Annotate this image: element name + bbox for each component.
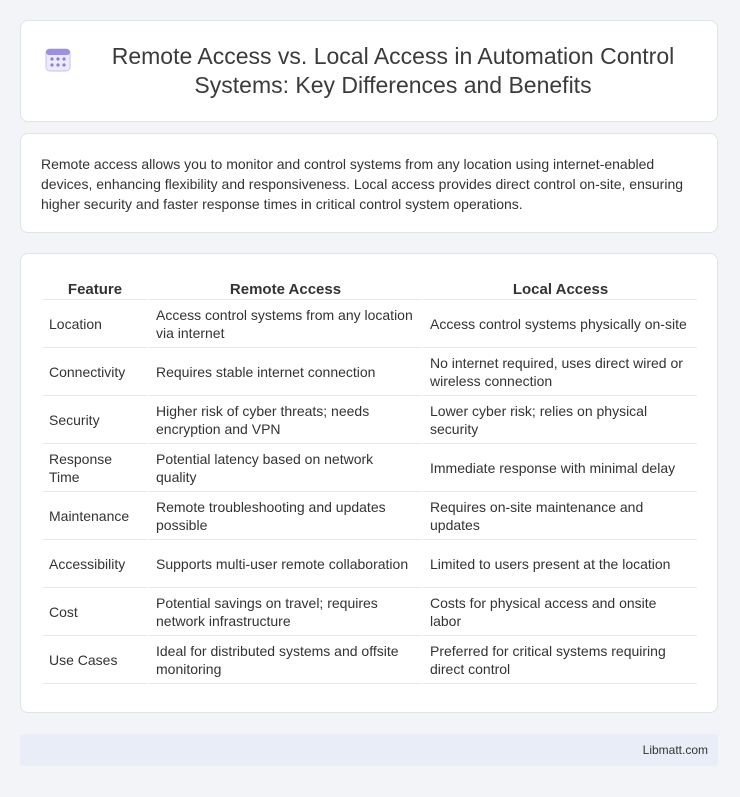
intro-card	[20, 133, 718, 233]
remote-cell: Requires stable internet connection	[147, 348, 421, 396]
table-row	[43, 492, 697, 540]
feature-cell: Connectivity	[43, 348, 147, 396]
remote-cell: Access control systems from any location via internet	[147, 300, 421, 348]
comparison-card	[20, 253, 718, 713]
local-cell: Access control systems physically on-site	[421, 300, 697, 348]
footer-site-link[interactable]: Libmatt.com	[642, 743, 708, 757]
header-local-access: Local Access	[421, 274, 697, 300]
table-row	[43, 396, 697, 444]
feature-cell: Maintenance	[43, 492, 147, 540]
table-row	[43, 348, 697, 396]
feature-cell: Response Time	[43, 444, 147, 492]
remote-cell: Ideal for distributed systems and offsite monitoring	[147, 636, 421, 684]
local-cell: Lower cyber risk; relies on physical security	[421, 396, 697, 444]
remote-cell: Remote troubleshooting and updates possible	[147, 492, 421, 540]
local-cell: Immediate response with minimal delay	[421, 444, 697, 492]
feature-cell: Use Cases	[43, 636, 147, 684]
header-remote-access: Remote Access	[147, 274, 421, 300]
page-title: Remote Access vs. Local Access in Automation Control Systems: Key Differences and Benefits	[111, 43, 675, 98]
intro-paragraph: Remote access allows you to monitor and control systems from any location using internet-enabled devices, enhancing flexibility and responsiveness. Local access provides direct control on-site, ensuring higher security and faster response times in critical control system operations.	[41, 156, 684, 212]
table-row	[43, 300, 697, 348]
remote-cell: Potential savings on travel; requires network infrastructure	[147, 588, 421, 636]
local-cell: Limited to users present at the location	[421, 540, 697, 588]
footer-bar	[20, 734, 718, 766]
title-container	[21, 42, 717, 100]
local-cell: Requires on-site maintenance and updates	[421, 492, 697, 540]
table-header-row	[43, 274, 697, 300]
feature-cell: Accessibility	[43, 540, 147, 588]
table-row	[43, 540, 697, 588]
local-cell: No internet required, uses direct wired or wireless connection	[421, 348, 697, 396]
feature-cell: Security	[43, 396, 147, 444]
feature-cell: Location	[43, 300, 147, 348]
remote-cell: Potential latency based on network quality	[147, 444, 421, 492]
calendar-icon	[45, 46, 71, 72]
table-row	[43, 588, 697, 636]
table-row	[43, 636, 697, 684]
feature-cell: Cost	[43, 588, 147, 636]
remote-cell: Supports multi-user remote collaboration	[147, 540, 421, 588]
comparison-table	[43, 274, 697, 684]
remote-cell: Higher risk of cyber threats; needs encryption and VPN	[147, 396, 421, 444]
local-cell: Costs for physical access and onsite labor	[421, 588, 697, 636]
title-card	[20, 20, 718, 122]
header-feature: Feature	[43, 274, 147, 300]
table-row	[43, 444, 697, 492]
local-cell: Preferred for critical systems requiring direct control	[421, 636, 697, 684]
